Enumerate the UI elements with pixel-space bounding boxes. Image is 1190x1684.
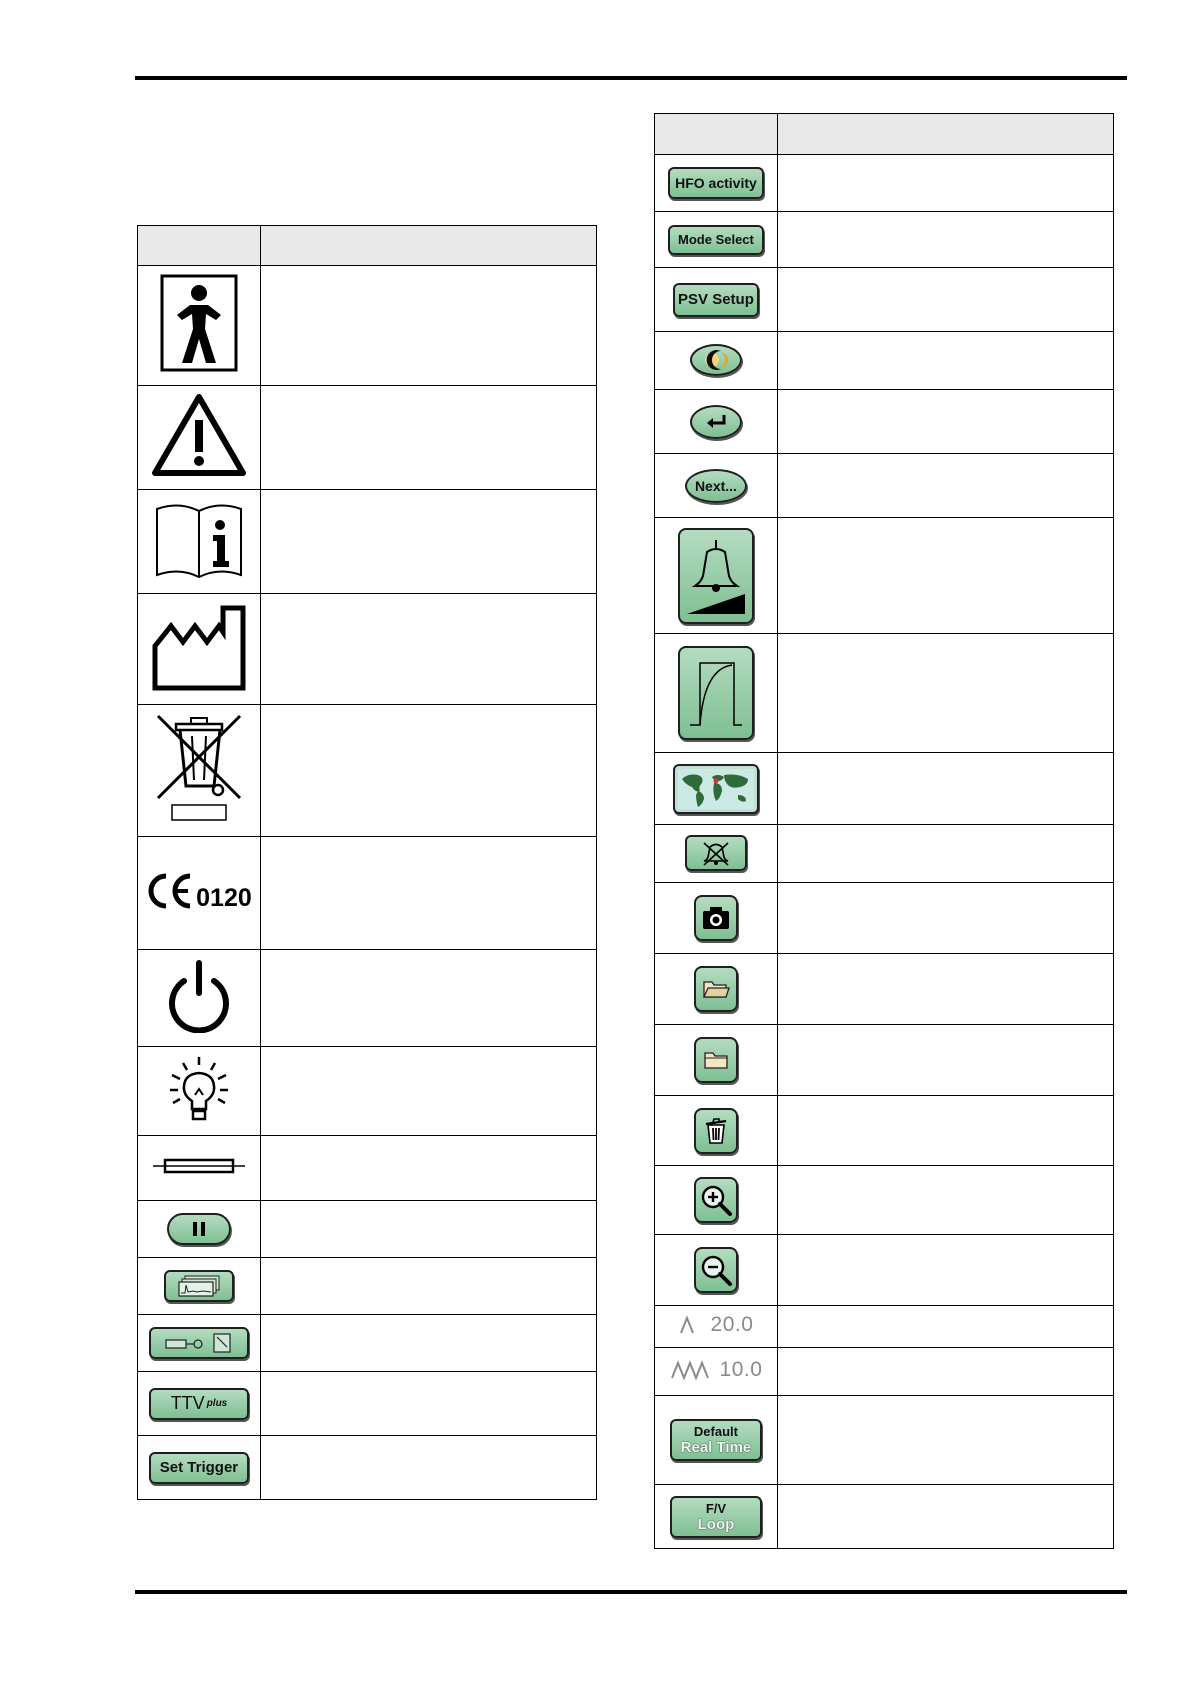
description-cell [777,753,1113,825]
description-cell [260,1047,596,1136]
description-cell [260,1258,596,1315]
consult-instructions-icon [153,566,245,583]
description-cell [777,954,1113,1025]
ttv-plus-button [149,1388,249,1420]
multi-wave-value: 10.0 [719,1358,763,1381]
warning-triangle-icon [151,465,247,482]
description-cell [260,386,596,490]
description-cell [777,268,1113,332]
manufacturer-factory-icon [151,679,247,696]
description-cell [260,1136,596,1201]
alarm-silence-icon [685,835,747,871]
fuse-icon [151,1163,247,1180]
right-header-icon [655,114,778,155]
rise-time-icon [678,646,754,740]
ce-mark-icon [146,872,252,910]
weee-crossed-bin-icon [154,811,244,828]
zoom-in-icon [694,1177,738,1223]
alarm-volume-icon [678,528,754,624]
default-real-time-button [670,1419,762,1461]
description-cell [260,1201,596,1258]
world-map-icon [673,764,759,814]
loop-label: Loop [697,1515,735,1533]
power-standby-icon [164,1020,234,1037]
ttv-label: TTV [170,1393,205,1413]
top-rule [135,76,1127,80]
right-header-description [777,114,1113,155]
description-cell [777,883,1113,954]
left-header-icon [138,226,261,266]
description-cell [260,594,596,705]
left-symbol-table [137,225,597,1500]
description-cell [260,950,596,1047]
body-type-b-icon [159,360,239,377]
waveform-layers-icon [164,1270,234,1302]
lamp-light-icon [168,1110,230,1127]
zoom-out-icon [694,1247,738,1293]
description-cell [777,454,1113,518]
pause-button-icon [167,1213,231,1245]
single-wave-value: 20.0 [710,1313,754,1336]
description-cell [777,212,1113,268]
description-cell [777,1485,1113,1549]
default-label: Default [693,1424,738,1439]
sensor-calibration-icon [149,1327,249,1359]
folder-icon [694,1037,738,1083]
description-cell [777,1096,1113,1166]
multi-wave-icon [670,1358,763,1382]
camera-icon [694,895,738,941]
ttv-plus-sup: plus [206,1398,228,1409]
set-trigger-button: Set Trigger [149,1452,249,1484]
real-time-label: Real Time [680,1439,752,1456]
description-cell [777,332,1113,390]
right-symbol-table [654,113,1114,1549]
psv-setup-button: PSV Setup [673,283,759,317]
ce-number: 0120 [196,883,252,912]
description-cell [777,634,1113,753]
description-cell [777,1396,1113,1485]
day-night-icon [690,344,742,376]
description-cell [777,1025,1113,1096]
description-cell [260,705,596,837]
hfo-activity-button: HFO activity [668,167,764,199]
fv-label: F/V [705,1500,727,1516]
description-cell [777,1348,1113,1396]
description-cell [777,390,1113,454]
description-cell [777,1235,1113,1306]
description-cell [260,490,596,594]
description-cell [777,1166,1113,1235]
description-cell [777,155,1113,212]
bottom-rule [135,1590,1127,1594]
description-cell [260,1315,596,1372]
next-button: Next... [685,469,747,503]
single-wave-icon [679,1313,754,1337]
description-cell [777,1306,1113,1348]
description-cell [260,1436,596,1500]
mode-select-button: Mode Select [668,225,764,255]
description-cell [777,825,1113,883]
folder-open-icon [694,966,738,1012]
left-header-description [260,226,596,266]
description-cell [260,1372,596,1436]
fv-loop-button [670,1496,762,1538]
description-cell [777,518,1113,634]
enter-return-icon [690,405,742,439]
trash-bin-icon [694,1108,738,1154]
description-cell [260,266,596,386]
description-cell [260,837,596,950]
